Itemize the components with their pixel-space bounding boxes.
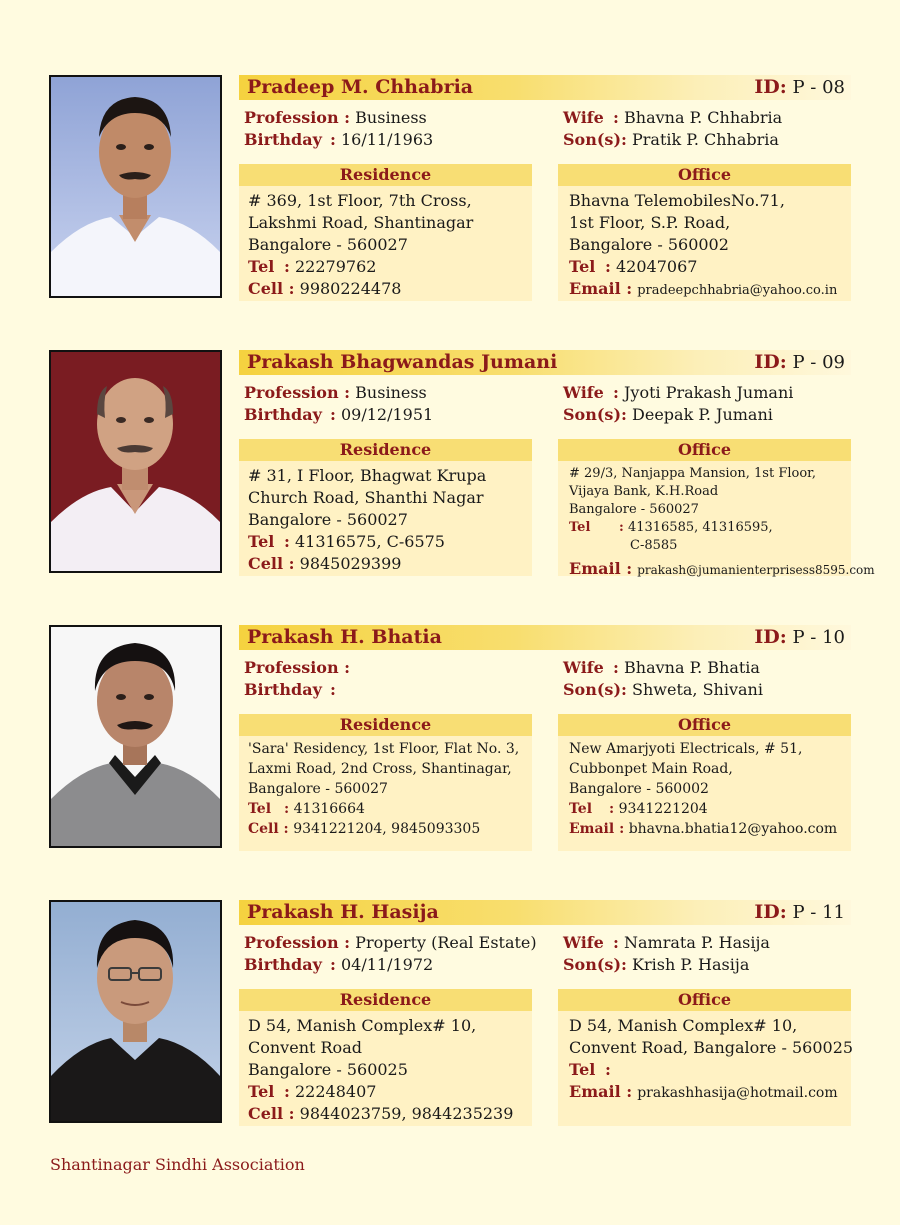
- profession-label: Profession :: [244, 933, 351, 952]
- member-entry: [0, 350, 900, 580]
- member-id: [754, 76, 845, 98]
- office-email: [569, 1082, 838, 1101]
- member-photo: [49, 350, 222, 573]
- office-line: Bangalore - 560027: [569, 502, 699, 517]
- tel-label: Tel: [248, 532, 275, 551]
- profession-value: Business: [355, 383, 427, 402]
- profession-label: Profession :: [244, 108, 351, 127]
- name-bar: [239, 350, 851, 375]
- member-photo: [49, 900, 222, 1123]
- residence-line: D 54, Manish Complex# 10,: [248, 1016, 477, 1035]
- office-tel: [569, 801, 708, 817]
- office-heading: Office: [558, 714, 851, 736]
- tel-sep: :: [284, 532, 290, 551]
- office-tel: [569, 257, 697, 276]
- tel-sep: :: [605, 1060, 611, 1079]
- residence-cell: [248, 1104, 513, 1123]
- wife-row: [563, 933, 770, 952]
- office-box: [558, 1011, 854, 1126]
- tel-value: 22279762: [295, 257, 377, 276]
- profession-row: [244, 933, 537, 952]
- residence-line: Bangalore - 560027: [248, 510, 408, 529]
- wife-row: [563, 108, 782, 127]
- wife-label: Wife: [563, 933, 604, 952]
- tel-label: Tel: [569, 1060, 596, 1079]
- wife-row: [563, 658, 760, 677]
- sons-row: [563, 405, 773, 424]
- profession-value: Property (Real Estate): [355, 933, 537, 952]
- profession-row: [244, 658, 350, 677]
- member-id: [754, 626, 845, 648]
- tel-value: 41316585, 41316595,: [627, 520, 773, 535]
- sons-row: [563, 955, 749, 974]
- office-line: D 54, Manish Complex# 10,: [569, 1016, 798, 1035]
- tel-value: 41316575, C-6575: [295, 532, 445, 551]
- wife-value: Bhavna P. Bhatia: [624, 658, 760, 677]
- tel-sep: :: [284, 257, 290, 276]
- tel-sep: :: [284, 1082, 290, 1101]
- member-entry: [0, 75, 900, 305]
- tel-label: Tel: [248, 1082, 275, 1101]
- tel-label: Tel: [569, 520, 591, 535]
- birthday-label: Birthday: [244, 405, 322, 424]
- tel-sep: :: [609, 801, 615, 817]
- residence-cell: [248, 554, 401, 573]
- id-value: P - 11: [792, 902, 845, 923]
- email-label: Email :: [569, 279, 633, 298]
- name-bar: [239, 900, 851, 925]
- footer-organization: Shantinagar Sindhi Association: [50, 1155, 305, 1174]
- residence-box: [239, 1011, 532, 1126]
- residence-box: [239, 736, 532, 851]
- id-label: ID:: [754, 901, 787, 923]
- office-line: 1st Floor, S.P. Road,: [569, 213, 731, 232]
- email-link[interactable]: prakashhasija@hotmail.com: [637, 1085, 838, 1101]
- member-name: Prakash H. Hasija: [247, 901, 439, 923]
- residence-box: [239, 186, 532, 301]
- wife-value: Jyoti Prakash Jumani: [624, 383, 794, 402]
- wife-value: Bhavna P. Chhabria: [624, 108, 783, 127]
- office-line: Convent Road, Bangalore - 560025: [569, 1038, 854, 1057]
- office-heading: Office: [558, 439, 851, 461]
- email-link[interactable]: prakash@jumanienterprisess8595.com: [637, 563, 875, 577]
- residence-cell: [248, 279, 401, 298]
- email-label: Email :: [569, 559, 633, 578]
- tel-sep: :: [619, 520, 624, 535]
- residence-tel: [248, 1082, 376, 1101]
- wife-sep: :: [613, 658, 619, 677]
- tel-value: 41316664: [293, 801, 365, 817]
- birthday-value: 09/12/1951: [341, 405, 434, 424]
- residence-box: [239, 461, 532, 576]
- sons-label: Son(s):: [563, 405, 627, 424]
- name-bar: [239, 625, 851, 650]
- birthday-row: [244, 680, 336, 699]
- birthday-value: 04/11/1972: [341, 955, 434, 974]
- office-email: [569, 559, 875, 578]
- birthday-row: [244, 955, 433, 974]
- wife-label: Wife: [563, 658, 604, 677]
- office-email: [569, 279, 837, 298]
- office-line: Bangalore - 560002: [569, 781, 709, 797]
- id-value: P - 09: [792, 352, 845, 373]
- email-label: Email :: [569, 1082, 633, 1101]
- office-heading: Office: [558, 989, 851, 1011]
- member-photo: [49, 625, 222, 848]
- office-heading: Office: [558, 164, 851, 186]
- office-line: Vijaya Bank, K.H.Road: [569, 484, 719, 499]
- tel-sep: :: [284, 801, 290, 817]
- office-box: [558, 736, 851, 851]
- birthday-sep: :: [330, 680, 336, 699]
- residence-tel: [248, 801, 365, 817]
- cell-value: 9845029399: [299, 554, 402, 573]
- tel-label: Tel: [248, 801, 272, 817]
- birthday-sep: :: [330, 130, 336, 149]
- profession-value: Business: [355, 108, 427, 127]
- office-box: [558, 186, 851, 301]
- office-line: # 29/3, Nanjappa Mansion, 1st Floor,: [569, 466, 817, 481]
- member-name: Prakash H. Bhatia: [247, 626, 442, 648]
- residence-line: Laxmi Road, 2nd Cross, Shantinagar,: [248, 761, 512, 777]
- tel-sep: :: [605, 257, 611, 276]
- residence-line: Bangalore - 560025: [248, 1060, 408, 1079]
- residence-tel: [248, 257, 376, 276]
- cell-label: Cell :: [248, 554, 295, 573]
- tel-label: Tel: [569, 257, 596, 276]
- residence-line: # 31, I Floor, Bhagwat Krupa: [248, 466, 487, 485]
- id-label: ID:: [754, 626, 787, 648]
- wife-label: Wife: [563, 383, 604, 402]
- cell-value: 9980224478: [299, 279, 402, 298]
- profession-row: [244, 108, 427, 127]
- profession-row: [244, 383, 427, 402]
- residence-cell: [248, 821, 480, 837]
- tel-label: Tel: [248, 257, 275, 276]
- sons-value: Krish P. Hasija: [632, 955, 750, 974]
- wife-label: Wife: [563, 108, 604, 127]
- sons-label: Son(s):: [563, 955, 627, 974]
- member-name: Prakash Bhagwandas Jumani: [247, 351, 558, 373]
- sons-value: Shweta, Shivani: [632, 680, 763, 699]
- id-value: P - 10: [792, 627, 845, 648]
- name-bar: [239, 75, 851, 100]
- birthday-sep: :: [330, 405, 336, 424]
- sons-label: Son(s):: [563, 130, 627, 149]
- cell-value: 9844023759, 9844235239: [299, 1104, 514, 1123]
- residence-line: 'Sara' Residency, 1st Floor, Flat No. 3,: [248, 741, 520, 757]
- cell-label: Cell :: [248, 1104, 295, 1123]
- email-link[interactable]: bhavna.bhatia12@yahoo.com: [628, 821, 838, 837]
- member-entry: [0, 625, 900, 855]
- cell-label: Cell :: [248, 821, 289, 837]
- residence-tel: [248, 532, 445, 551]
- residence-line: Convent Road: [248, 1038, 362, 1057]
- tel-label: Tel: [569, 801, 593, 817]
- birthday-sep: :: [330, 955, 336, 974]
- sons-label: Son(s):: [563, 680, 627, 699]
- residence-line: Lakshmi Road, Shantinagar: [248, 213, 474, 232]
- email-label: Email :: [569, 821, 625, 837]
- sons-value: Deepak P. Jumani: [632, 405, 773, 424]
- member-photo: [49, 75, 222, 298]
- birthday-row: [244, 130, 433, 149]
- id-label: ID:: [754, 76, 787, 98]
- tel-value: 22248407: [295, 1082, 377, 1101]
- cell-value: 9341221204, 9845093305: [293, 821, 481, 837]
- office-line: Cubbonpet Main Road,: [569, 761, 733, 777]
- office-line: New Amarjyoti Electricals, # 51,: [569, 741, 803, 757]
- cell-label: Cell :: [248, 279, 295, 298]
- member-id: [754, 351, 845, 373]
- office-line: Bangalore - 560002: [569, 235, 729, 254]
- office-box: [558, 461, 875, 578]
- birthday-row: [244, 405, 433, 424]
- residence-heading: Residence: [239, 164, 532, 186]
- office-tel: [569, 520, 773, 535]
- residence-heading: Residence: [239, 439, 532, 461]
- sons-row: [563, 680, 763, 699]
- residence-line: Bangalore - 560027: [248, 235, 408, 254]
- birthday-label: Birthday: [244, 130, 322, 149]
- wife-row: [563, 383, 793, 402]
- profession-label: Profession :: [244, 658, 351, 677]
- office-line: Bhavna TelemobilesNo.71,: [569, 191, 785, 210]
- member-entry: [0, 900, 900, 1130]
- wife-sep: :: [613, 933, 619, 952]
- sons-row: [563, 130, 779, 149]
- email-link[interactable]: pradeepchhabria@yahoo.co.in: [637, 283, 838, 298]
- id-value: P - 08: [792, 77, 845, 98]
- tel-value: 42047067: [616, 257, 698, 276]
- wife-value: Namrata P. Hasija: [624, 933, 770, 952]
- wife-sep: :: [613, 108, 619, 127]
- residence-line: # 369, 1st Floor, 7th Cross,: [248, 191, 472, 210]
- id-label: ID:: [754, 351, 787, 373]
- residence-line: Church Road, Shanthi Nagar: [248, 488, 484, 507]
- profession-label: Profession :: [244, 383, 351, 402]
- residence-heading: Residence: [239, 989, 532, 1011]
- birthday-label: Birthday: [244, 680, 322, 699]
- residence-line: Bangalore - 560027: [248, 781, 388, 797]
- birthday-value: 16/11/1963: [341, 130, 434, 149]
- birthday-label: Birthday: [244, 955, 322, 974]
- member-id: [754, 901, 845, 923]
- tel-value-continued: C-8585: [630, 538, 678, 553]
- office-email: [569, 821, 837, 837]
- wife-sep: :: [613, 383, 619, 402]
- tel-value: 9341221204: [618, 801, 708, 817]
- office-tel: [569, 1060, 611, 1079]
- residence-heading: Residence: [239, 714, 532, 736]
- sons-value: Pratik P. Chhabria: [632, 130, 779, 149]
- member-name: Pradeep M. Chhabria: [247, 76, 474, 98]
